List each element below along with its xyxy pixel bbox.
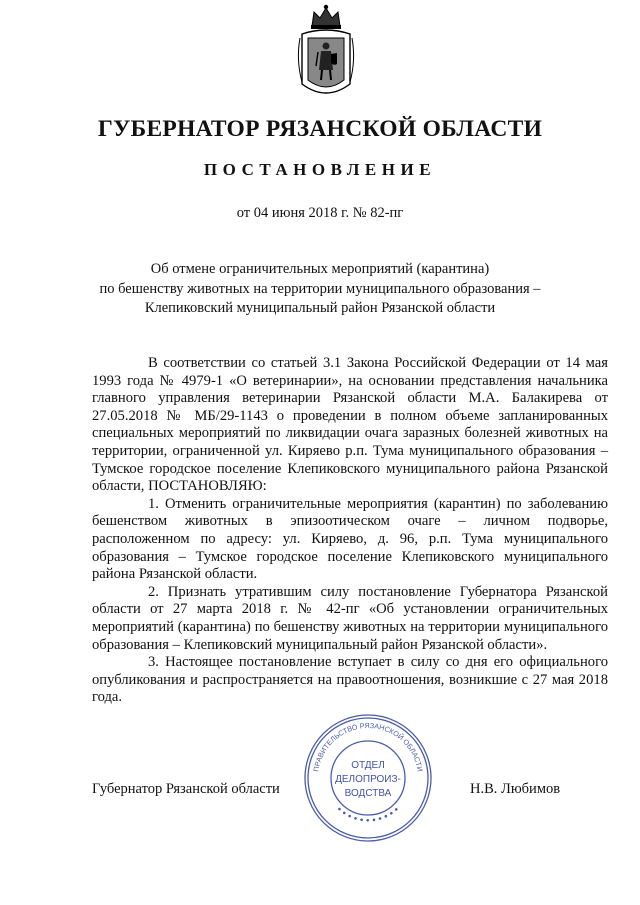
document-type-title: ПОСТАНОВЛЕНИЕ bbox=[203, 160, 437, 179]
subject-line: по бешенству животных на территории муниципального образования – bbox=[99, 280, 541, 297]
body-paragraph-item-3: 3. Настоящее постановление вступает в силу со дня его официального опубликования и распространяется на правоотношения, возникшие с 27 мая 2018 года. bbox=[92, 654, 608, 706]
issuing-authority-title: ГУБЕРНАТОР РЯЗАНСКОЙ ОБЛАСТИ bbox=[97, 116, 543, 142]
body-paragraph-item-2: 2. Признать утратившим силу постановление Губернатора Рязанской области от 27 марта 2018 г. № 42-пг «Об установлении ограничительных мероприятий (карантина) по бешенству животных на территории муниципального образования – Клепиковский муниципальный район Рязанской области». bbox=[92, 583, 608, 653]
body-paragraph-item-1: 1. Отменить ограничительные мероприятия (карантин) по заболеванию бешенством животных в эпизоотическом очаге – личном подворье, расположенном по адресу: ул. Киряево, д. 96, р.п. Тума муниципального образования – Тумское городское поселение Клепиковского муниципального района Рязанской области. bbox=[92, 495, 608, 583]
document-subject bbox=[90, 260, 550, 319]
ryazan-coat-of-arms-icon bbox=[294, 4, 358, 104]
document-date-number: от 04 июня 2018 г. № 82-пг bbox=[236, 205, 404, 221]
seal-center-line: ДЕЛОПРОИЗ- bbox=[335, 774, 401, 785]
signatory-name: Н.В. Любимов bbox=[470, 781, 561, 797]
signatory-position: Губернатор Рязанской области bbox=[92, 781, 280, 797]
subject-line: Клепиковский муниципальный район Рязанской области bbox=[144, 300, 496, 316]
subject-line: Об отмене ограничительных мероприятий (карантина) bbox=[150, 261, 490, 277]
seal-center-line: ОТДЕЛ bbox=[351, 760, 385, 771]
document-body bbox=[92, 355, 608, 707]
official-seal-stamp bbox=[302, 712, 434, 844]
body-paragraph-preamble: В соответствии со статьей 3.1 Закона Российской Федерации от 14 мая 1993 года № 4979-1 «О ветеринарии», на основании представления начальника главного управления ветеринарии Рязанской области М.А. Балакирева от 27.05.2018 № МБ/29-1143 о проведении в полном объеме запланированных специальных мероприятий по ликвидации очага заразных болезней животных на территории, ограниченной ул. Киряево р.п. Тума муниципального образования – Тумское городское поселение Клепиковского муниципального района Рязанской области, ПОСТАНОВЛЯЮ: bbox=[92, 355, 608, 495]
seal-outer-text: ПРАВИТЕЛЬСТВО РЯЗАНСКОЙ ОБЛАСТИ bbox=[311, 720, 425, 773]
seal-center-line: ВОДСТВА bbox=[344, 788, 392, 799]
svg-text:● ● ● ● ● ● ● ● ● ● ●: ● ● ● ● ● ● ● ● ● ● ● bbox=[335, 805, 401, 824]
